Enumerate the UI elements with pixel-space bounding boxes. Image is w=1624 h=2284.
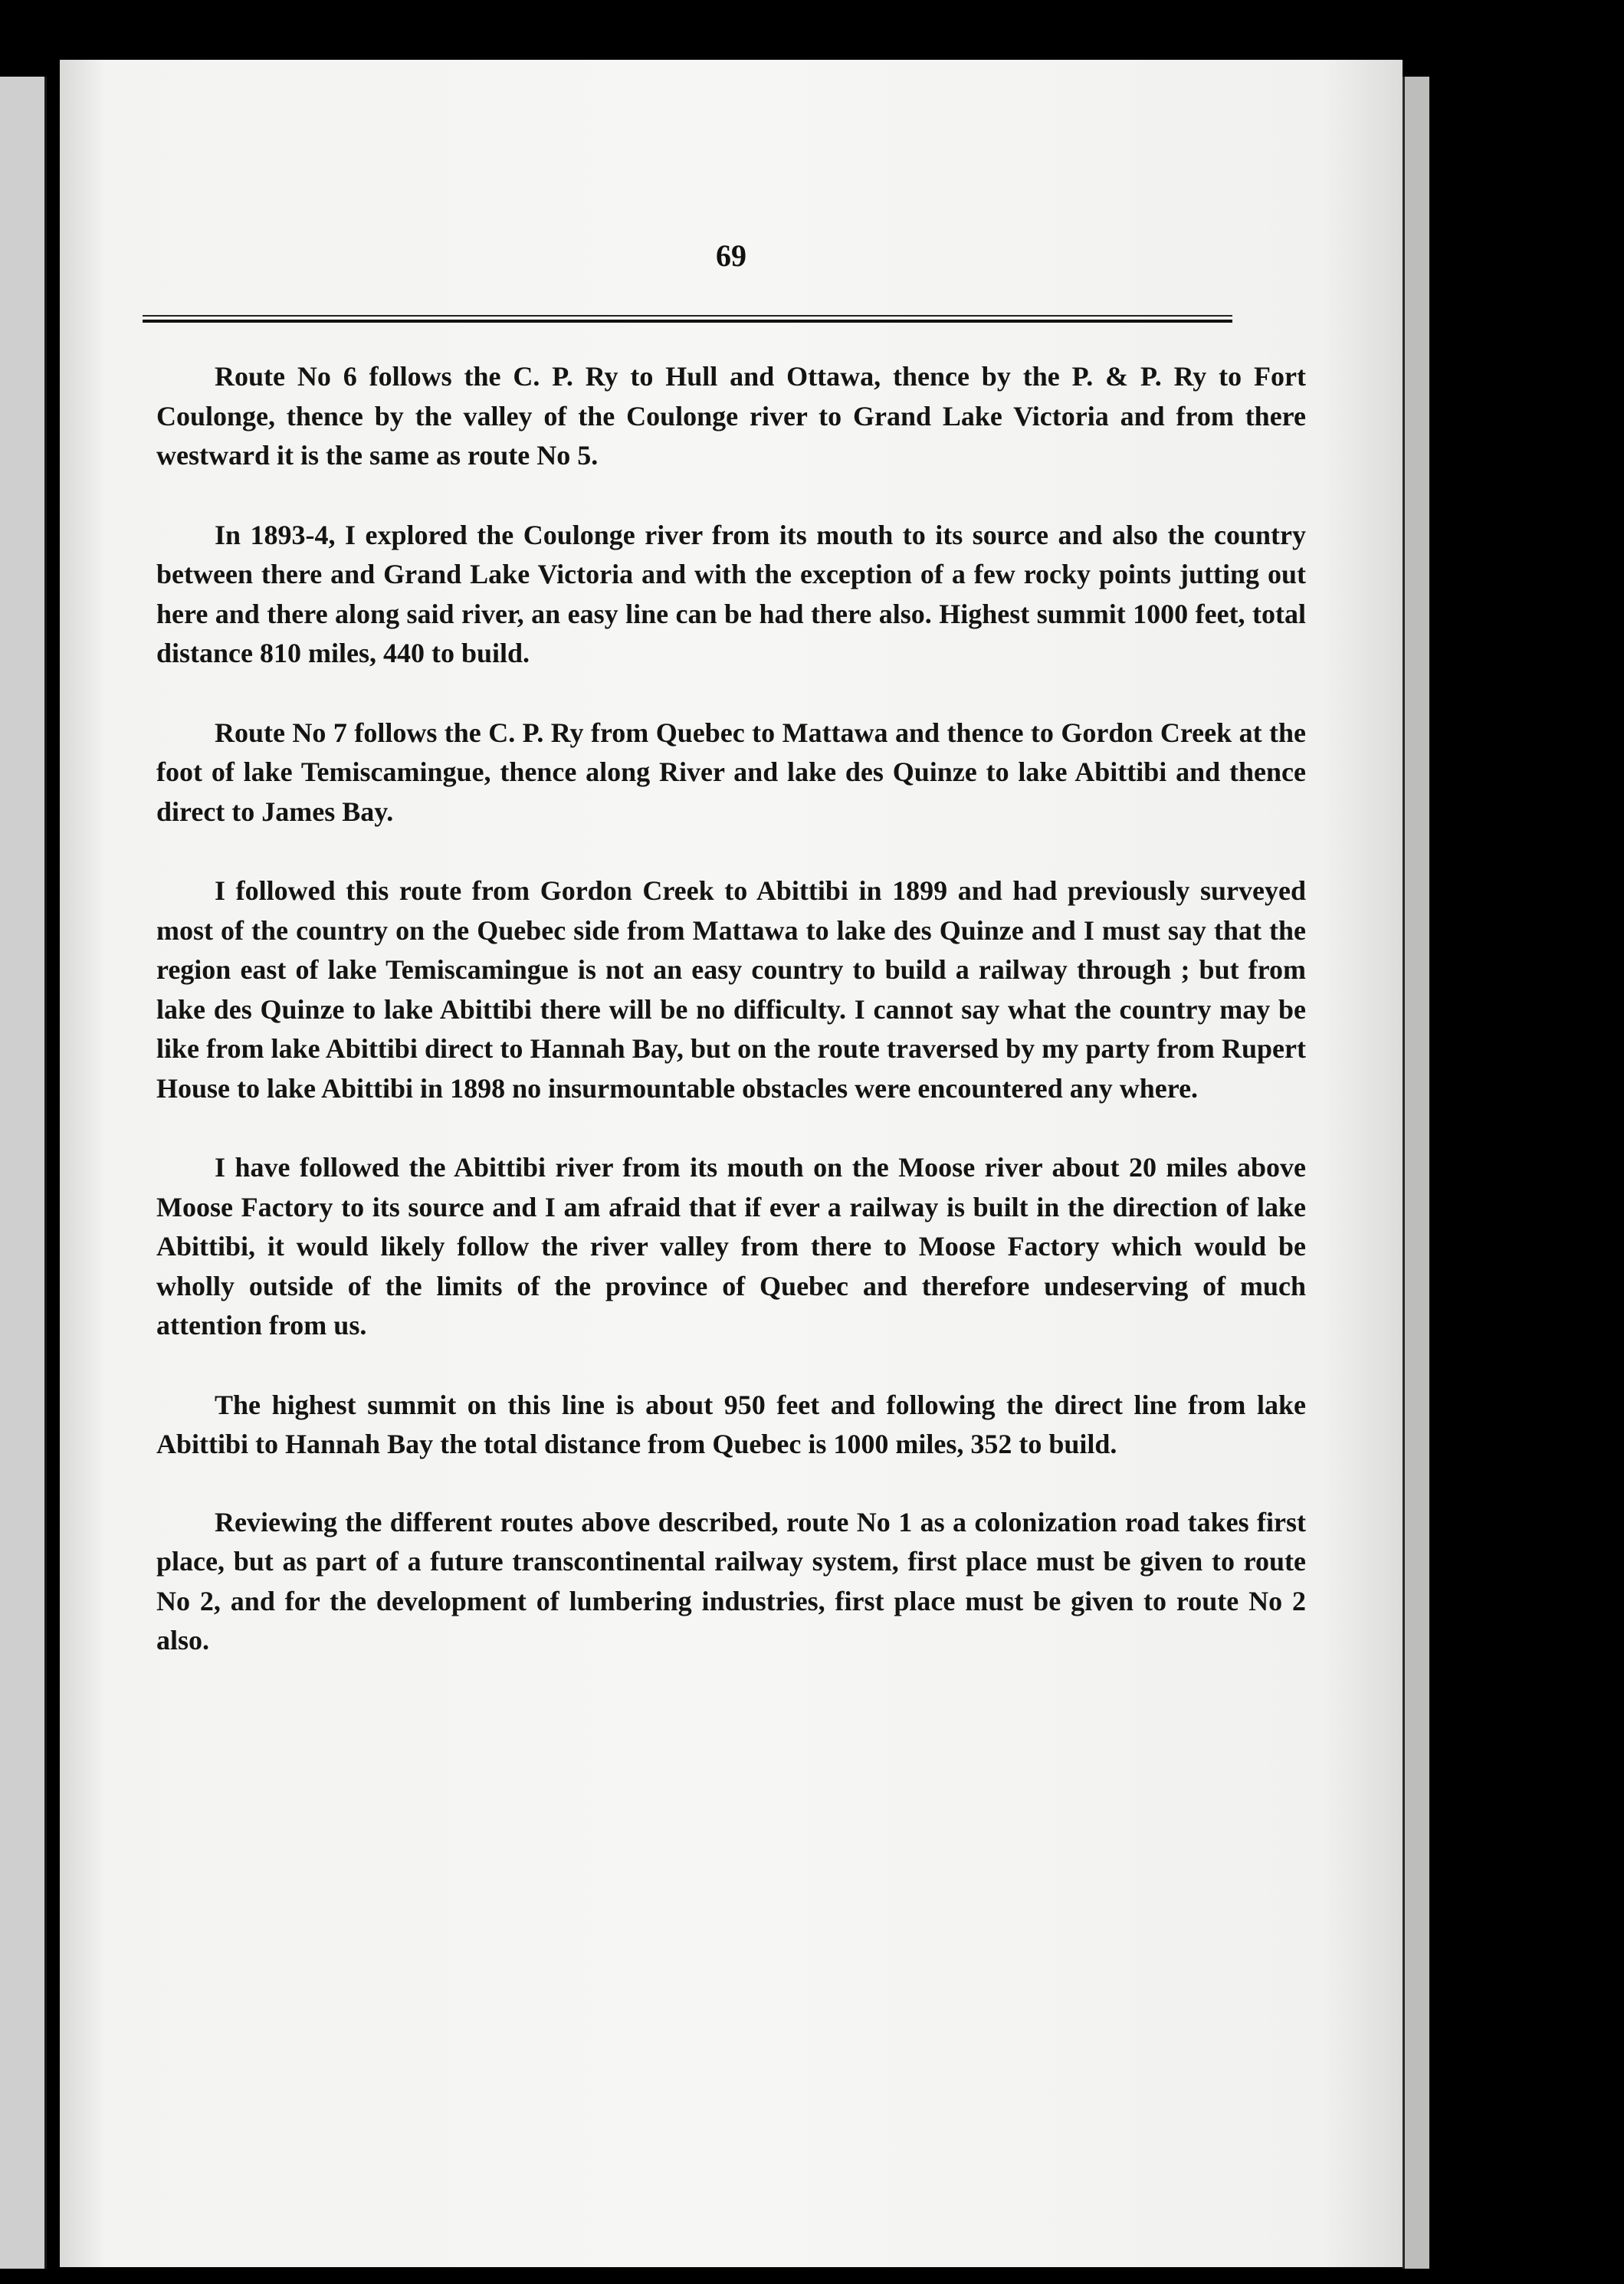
paragraph-gordon-creek: I followed this route from Gordon Creek to Abittibi in 1899 and had previously surveyed most of the country on the Quebec side from Mattawa to lake des Quinze and I must say that the region east of lake Temiscamingue is not an easy country to build a railway through ; but from lake des Quinze to lake Abittibi there will be no difficulty. I cannot say what the country may be like from lake Abittibi direct to Hannah Bay, but on the route traversed by my party from Rupert House to lake Abittibi in 1898 no insurmountable obstacles were encountered any where. <box>156 875 1306 1104</box>
left-page-edge <box>0 77 47 2269</box>
document-page <box>60 60 1403 2267</box>
right-page-edge <box>1403 77 1429 2269</box>
paragraph-route-6: Route No 6 follows the C. P. Ry to Hull and Ottawa, thence by the P. & P. Ry to Fort Coulonge, thence by the valley of the Coulonge river to Grand Lake Victoria and from there westward it is the same as route No 5. <box>156 361 1306 471</box>
paragraph-route-7: Route No 7 follows the C. P. Ry from Quebec to Mattawa and thence to Gordon Creek at the foot of lake Temiscamingue, thence along River and lake des Quinze to lake Abittibi and thence direct to James Bay. <box>156 717 1306 827</box>
page-number: 69 <box>716 238 746 273</box>
paragraph-highest-summit: The highest summit on this line is about 950 feet and following the direct line from lake Abittibi to Hannah Bay the total distance from Quebec is 1000 miles, 352 to build. <box>156 1389 1306 1459</box>
header-rule <box>143 315 1232 317</box>
body-text <box>156 357 1306 1701</box>
paragraph-coulonge-exploration: In 1893-4, I explored the Coulonge river from its mouth to its source and also the country between there and Grand Lake Victoria and with the exception of a few rocky points jutting out here and there along said river, an easy line can be had there also. Highest summit 1000 feet, total distance 810 miles, 440 to build. <box>156 519 1306 668</box>
paragraph-reviewing-routes: Reviewing the different routes above described, route No 1 as a colonization road takes first place, but as part of a future transcontinental railway system, first place must be given to route No 2, and for the development of lumbering industries, first place must be given to route No 2 also. <box>156 1506 1306 1656</box>
paragraph-abittibi-river: I have followed the Abittibi river from its mouth on the Moose river about 20 miles above Moose Factory to its source and I am afraid that if ever a railway is built in the direction of lake Abittibi, it would likely follow the river valley from there to Moose Factory which would be wholly outside of the limits of the province of Quebec and therefore undeserving of much attention from us. <box>156 1152 1306 1341</box>
